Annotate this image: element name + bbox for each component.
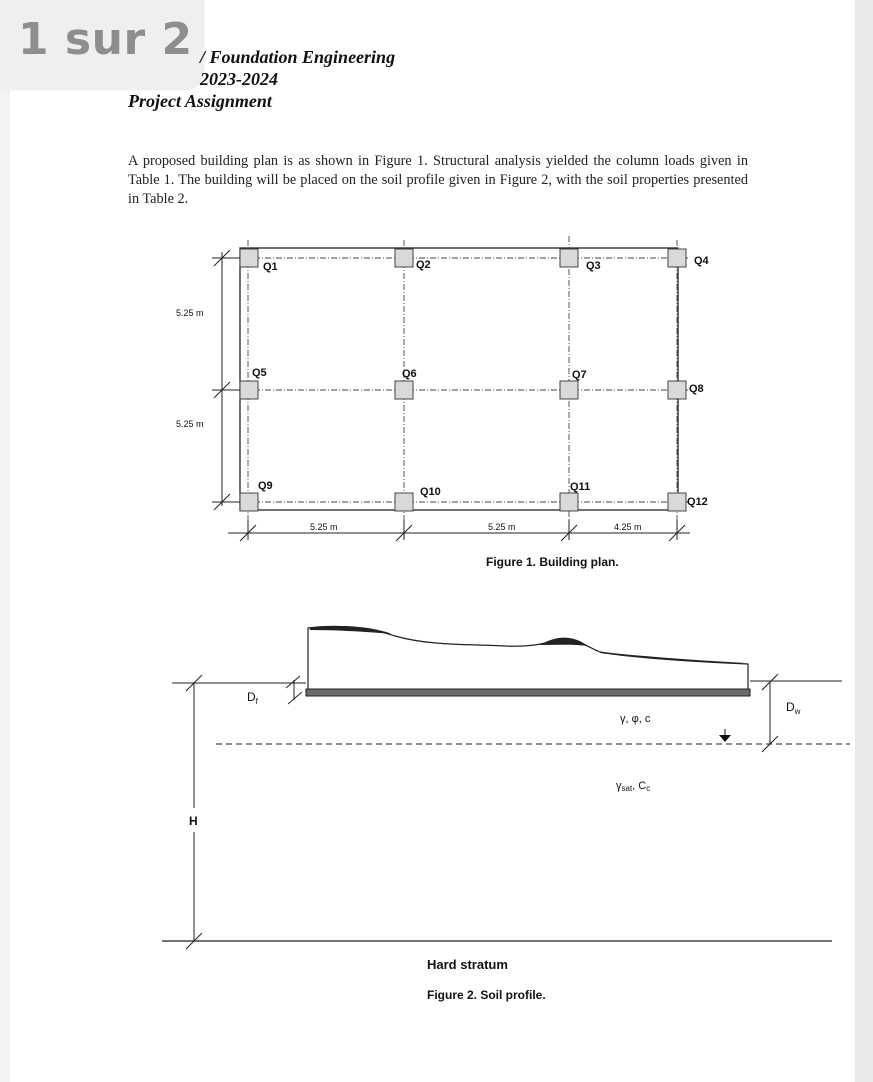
h-label: H — [189, 814, 198, 828]
label-Q5: Q5 — [252, 367, 267, 379]
label-Q3: Q3 — [586, 260, 601, 272]
column-Q7 — [560, 381, 578, 399]
page-indicator-text: 1 sur 2 — [18, 14, 193, 65]
dim-horizontal-1: 5.25 m — [310, 522, 338, 532]
dim-horizontal-2: 5.25 m — [488, 522, 516, 532]
building-plan-figure — [176, 236, 710, 569]
dw-label: $D_w$ — [786, 700, 801, 716]
column-Q5 — [240, 381, 258, 399]
column-Q9 — [240, 493, 258, 511]
h-dimension — [186, 675, 202, 949]
water-table-marker-icon — [719, 735, 731, 742]
soil-profile-figure — [162, 626, 850, 1002]
column-Q6 — [395, 381, 413, 399]
label-Q1: Q1 — [263, 261, 278, 273]
label-Q11: Q11 — [570, 481, 591, 493]
lower-layer-properties: γsat, Cc — [616, 780, 651, 793]
column-Q10 — [395, 493, 413, 511]
intro-paragraph: A proposed building plan is as shown in Figure 1. Structural analysis yielded the column loads given in Table 1. The building will be placed on the soil profile given in Figure 2, with the soil properties presented in Table 2. — [128, 153, 748, 207]
label-Q2: Q2 — [416, 259, 431, 271]
hard-stratum-label: Hard stratum — [427, 957, 508, 972]
foundation-slab — [306, 689, 750, 696]
label-Q6: Q6 — [402, 368, 417, 380]
dim-vertical-2: 5.25 m — [176, 419, 204, 429]
label-Q4: Q4 — [694, 255, 709, 267]
label-Q8: Q8 — [689, 383, 704, 395]
building-silhouette — [308, 626, 748, 690]
dim-horizontal-3: 4.25 m — [614, 522, 642, 532]
column-markers — [240, 249, 686, 511]
dim-vertical-1: 5.25 m — [176, 308, 204, 318]
grid-axes — [232, 236, 688, 528]
label-Q10: Q10 — [420, 486, 441, 498]
label-Q7: Q7 — [572, 369, 587, 381]
label-Q9: Q9 — [258, 480, 273, 492]
column-Q12 — [668, 493, 686, 511]
course-title: / Foundation Engineering — [200, 47, 396, 67]
column-Q2 — [395, 249, 413, 267]
roof-shade-2 — [540, 638, 588, 646]
column-Q11 — [560, 493, 578, 511]
document-title: Project Assignment — [128, 91, 272, 111]
dw-dimension — [762, 674, 778, 752]
column-Q8 — [668, 381, 686, 399]
df-label: $D_f$ — [247, 690, 258, 706]
figure1-caption: Figure 1. Building plan. — [486, 555, 619, 569]
column-Q1 — [240, 249, 258, 267]
academic-year: 2023-2024 — [200, 69, 278, 89]
building-outline — [240, 248, 678, 510]
label-Q12: Q12 — [687, 496, 708, 508]
vertical-dimension — [212, 250, 240, 510]
column-Q3 — [560, 249, 578, 267]
figure2-caption: Figure 2. Soil profile. — [427, 988, 546, 1002]
upper-layer-properties: γ, φ, c — [620, 713, 651, 725]
df-dimension — [286, 676, 302, 704]
column-Q4 — [668, 249, 686, 267]
